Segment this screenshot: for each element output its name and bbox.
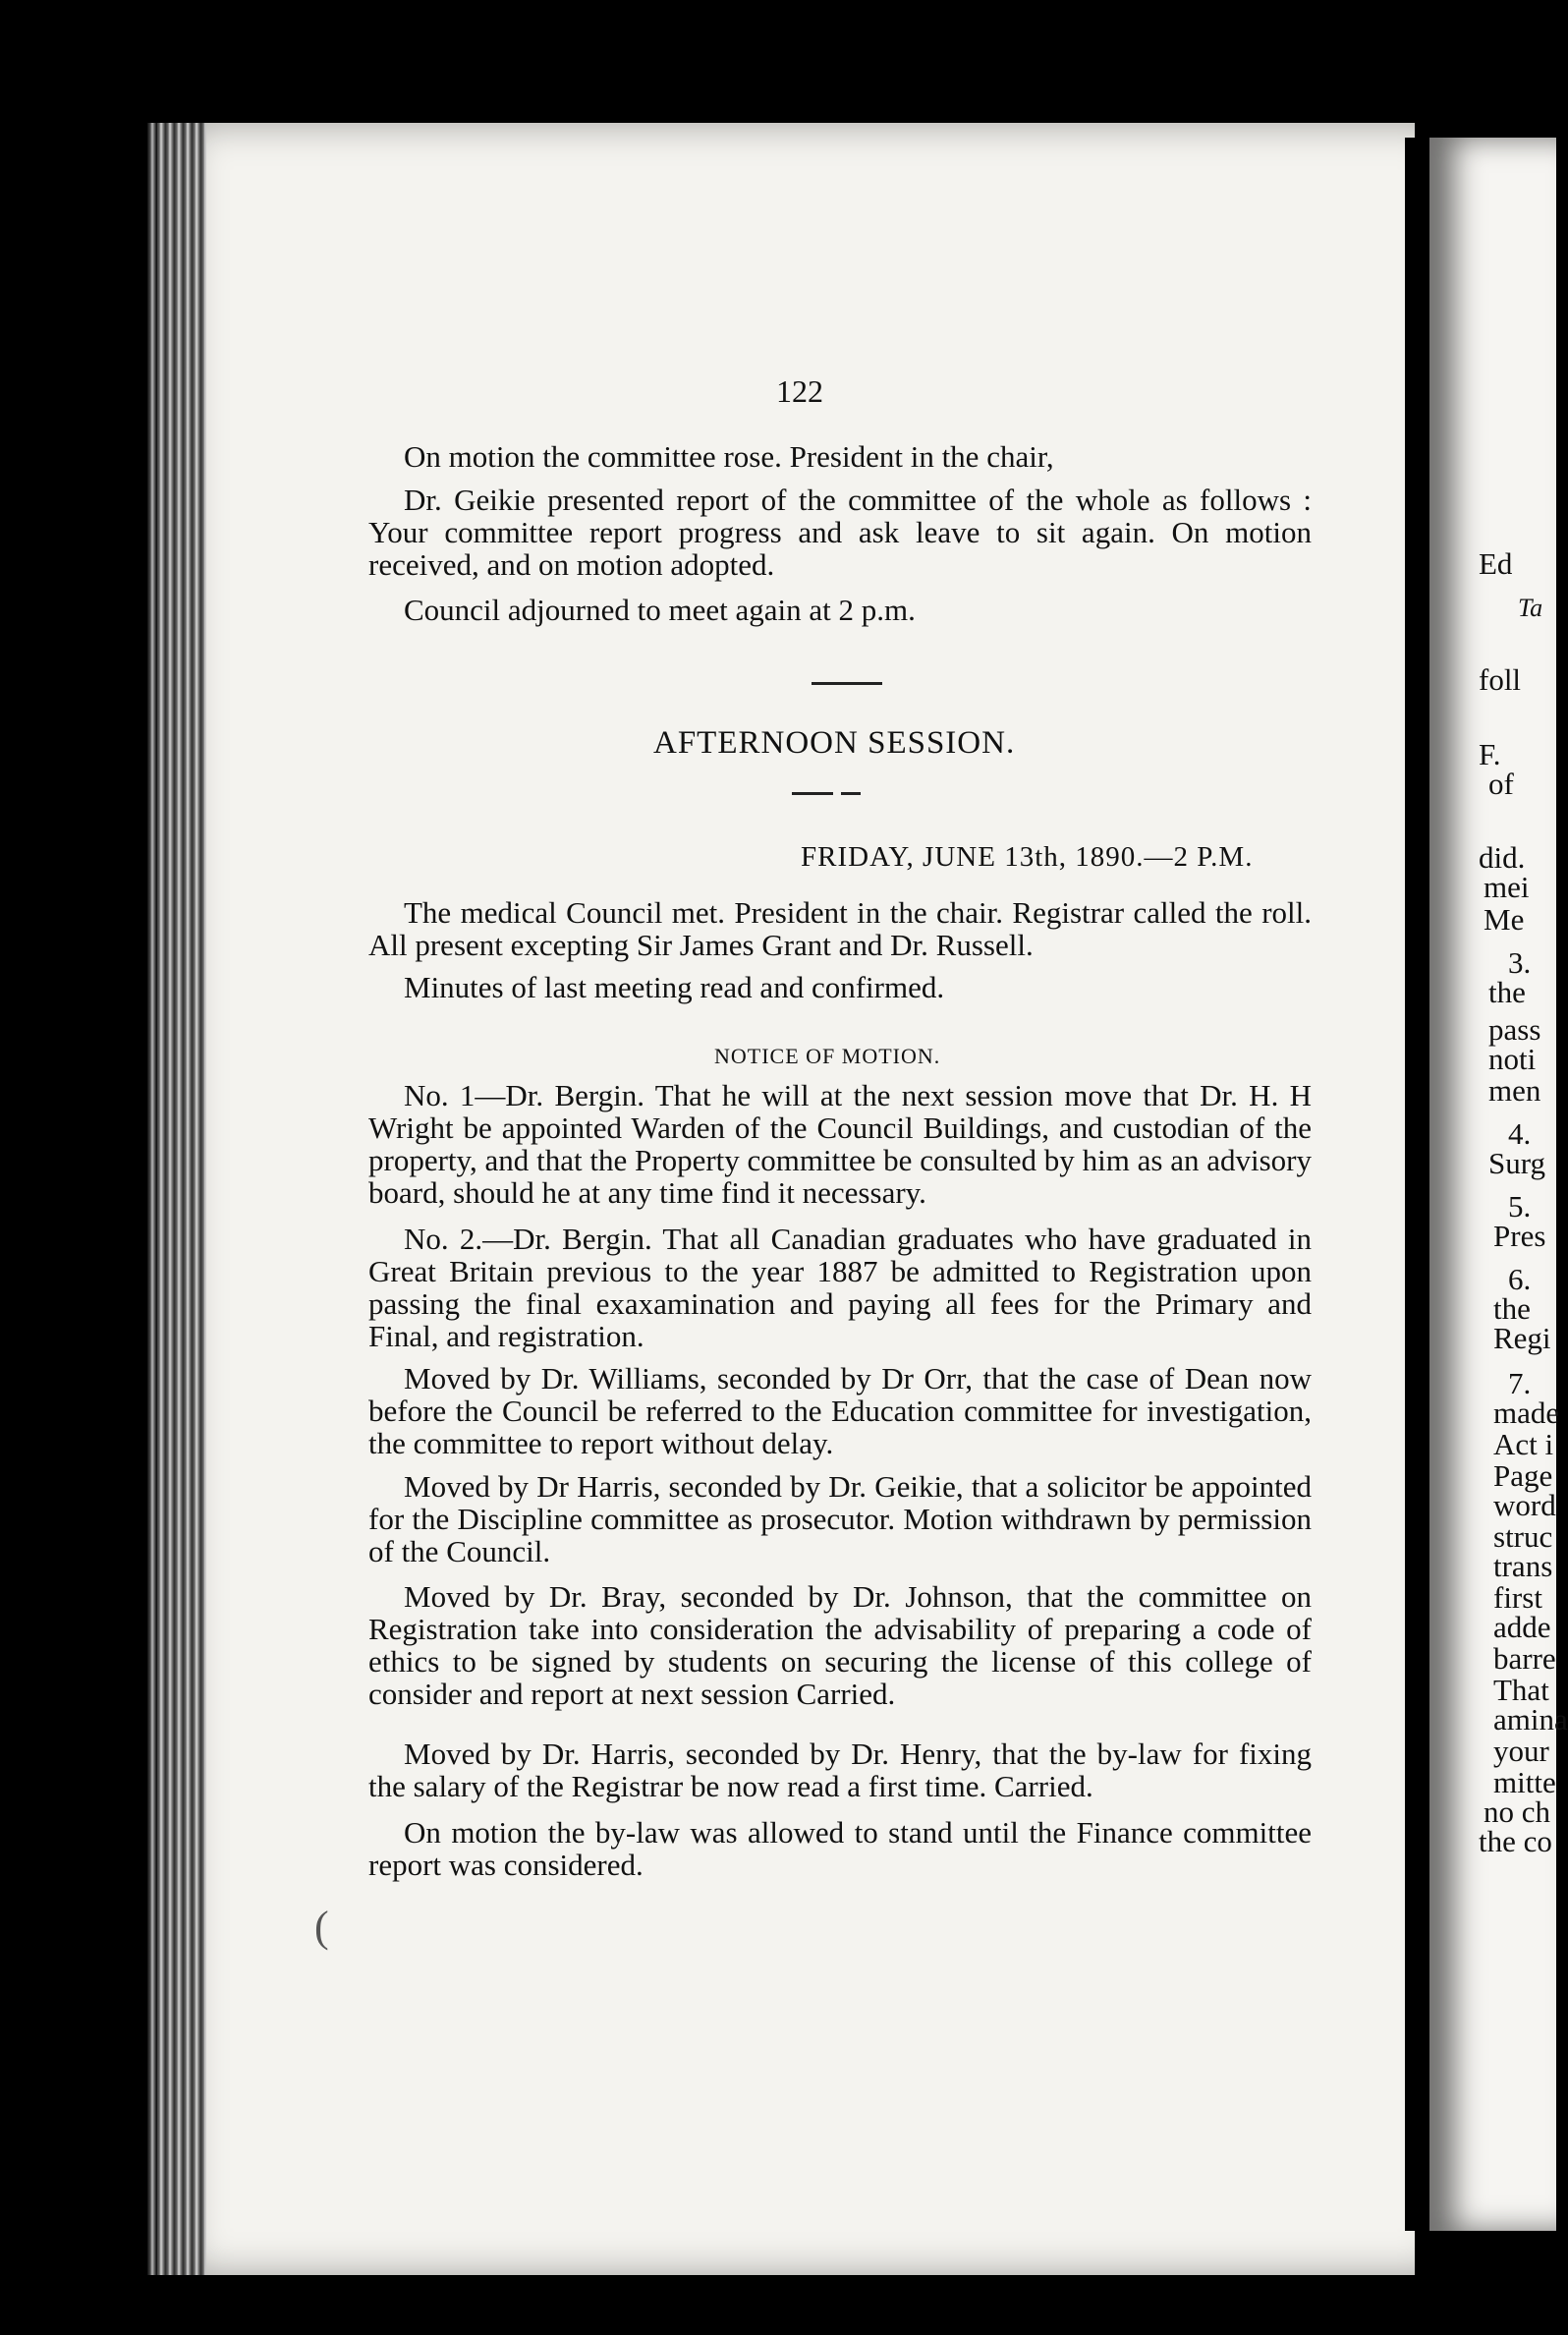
- right-fragment: Ed: [1479, 546, 1513, 581]
- paragraph-geikie-report: Dr. Geikie presented report of the committee of the whole as follows : Your committee report progress and ask leave to sit again. On motion received, and on motion adopted.: [368, 483, 1312, 582]
- right-fragment: struc: [1493, 1519, 1553, 1554]
- section-rule: [812, 682, 882, 685]
- right-fragment: barre: [1493, 1641, 1556, 1676]
- book-binding-edge: [147, 123, 206, 2275]
- section-rule-dash-1: [792, 792, 833, 795]
- right-fragment: 4.: [1508, 1116, 1532, 1151]
- right-fragment: Pres: [1493, 1219, 1546, 1253]
- motion-2: No. 2.—Dr. Bergin. That all Canadian graduates who have graduated in Great Britain previous to the year 1887 be admitted to Registration upon passing the final exaxamination and paying all fees for the Primary and Final, and registration.: [368, 1222, 1312, 1353]
- motion-williams: Moved by Dr. Williams, seconded by Dr Orr, that the case of Dean now before the Council be referred to the Education committee for investigation, the committee to report without delay.: [368, 1361, 1312, 1460]
- dateline: FRIDAY, JUNE 13th, 1890.—2 P.M.: [801, 841, 1254, 873]
- paragraph-minutes: Minutes of last meeting read and confirmed.: [404, 970, 945, 1004]
- right-fragment: first: [1493, 1580, 1542, 1615]
- right-fragment: Surg: [1488, 1146, 1546, 1180]
- right-fragment: 3.: [1508, 945, 1532, 980]
- session-heading: AFTERNOON SESSION.: [653, 725, 1016, 761]
- right-fragment: your: [1493, 1734, 1549, 1768]
- right-fragment: the: [1488, 975, 1526, 1009]
- motion-harris-bylaw: Moved by Dr. Harris, seconded by Dr. Henry, that the by-law for fixing the salary of the Registrar be now read a first time. Carried.: [368, 1737, 1312, 1803]
- right-fragment: Me: [1484, 902, 1525, 937]
- right-fragment: Regi: [1493, 1321, 1551, 1355]
- paragraph-committee-rose: On motion the committee rose. President in the chair,: [404, 439, 1054, 474]
- page-number: 122: [776, 373, 823, 409]
- right-fragment: mitte: [1493, 1765, 1556, 1799]
- right-fragment: noti: [1488, 1042, 1537, 1076]
- motion-bylaw-stand: On motion the by-law was allowed to stand until the Finance committee report was considered.: [368, 1815, 1312, 1882]
- right-fragment: pass: [1488, 1012, 1541, 1047]
- right-fragment: amina: [1493, 1702, 1568, 1737]
- right-fragment: the co: [1479, 1824, 1552, 1858]
- motion-harris-solicitor: Moved by Dr Harris, seconded by Dr. Geikie, that a solicitor be appointed for the Discipline committee as prosecutor. Motion withdrawn by permission of the Council.: [368, 1469, 1312, 1568]
- right-fragment: Page: [1493, 1458, 1553, 1493]
- right-fragment: adde: [1493, 1610, 1551, 1644]
- right-fragment: F.: [1479, 737, 1501, 771]
- right-fragment: That: [1493, 1673, 1549, 1707]
- section-rule-dash-2: [841, 792, 861, 795]
- notice-of-motion-heading: NOTICE OF MOTION.: [714, 1044, 941, 1068]
- right-fragment: 5.: [1508, 1189, 1532, 1224]
- right-fragment: 7.: [1508, 1366, 1532, 1400]
- right-fragment: made: [1493, 1395, 1560, 1430]
- right-fragment: word: [1493, 1488, 1556, 1522]
- right-fragment: 6.: [1508, 1262, 1532, 1296]
- motion-bray: Moved by Dr. Bray, seconded by Dr. Johnson, that the committee on Registration take into consideration the advisability of preparing a code of ethics to be signed by students on securing the license of this college of consider and report at next session Carried.: [368, 1579, 1312, 1711]
- right-fragment: of: [1488, 767, 1514, 801]
- right-page: [1429, 138, 1556, 2231]
- right-fragment: men: [1488, 1073, 1541, 1108]
- paragraph-council-met: The medical Council met. President in the chair. Registrar called the roll. All present excepting Sir James Grant and Dr. Russell.: [368, 895, 1312, 962]
- motion-1: No. 1—Dr. Bergin. That he will at the next session move that Dr. H. H Wright be appointed Warden of the Council Buildings, and custodian of the property, and that the Property committee be consulted by him as an advisory board, should he at any time find it necessary.: [368, 1078, 1312, 1210]
- scan-mark-bracket: (: [314, 1903, 329, 1951]
- right-fragment: Act i: [1493, 1427, 1554, 1461]
- right-fragment: mei: [1484, 870, 1530, 904]
- paragraph-council-adjourned: Council adjourned to meet again at 2 p.m.: [404, 593, 916, 627]
- right-fragment: no ch: [1484, 1794, 1551, 1829]
- right-fragment: trans: [1493, 1549, 1553, 1583]
- right-fragment: did.: [1479, 840, 1526, 875]
- right-fragment: the: [1493, 1291, 1531, 1326]
- right-fragment: Ta: [1518, 594, 1543, 622]
- right-fragment: foll: [1479, 662, 1522, 697]
